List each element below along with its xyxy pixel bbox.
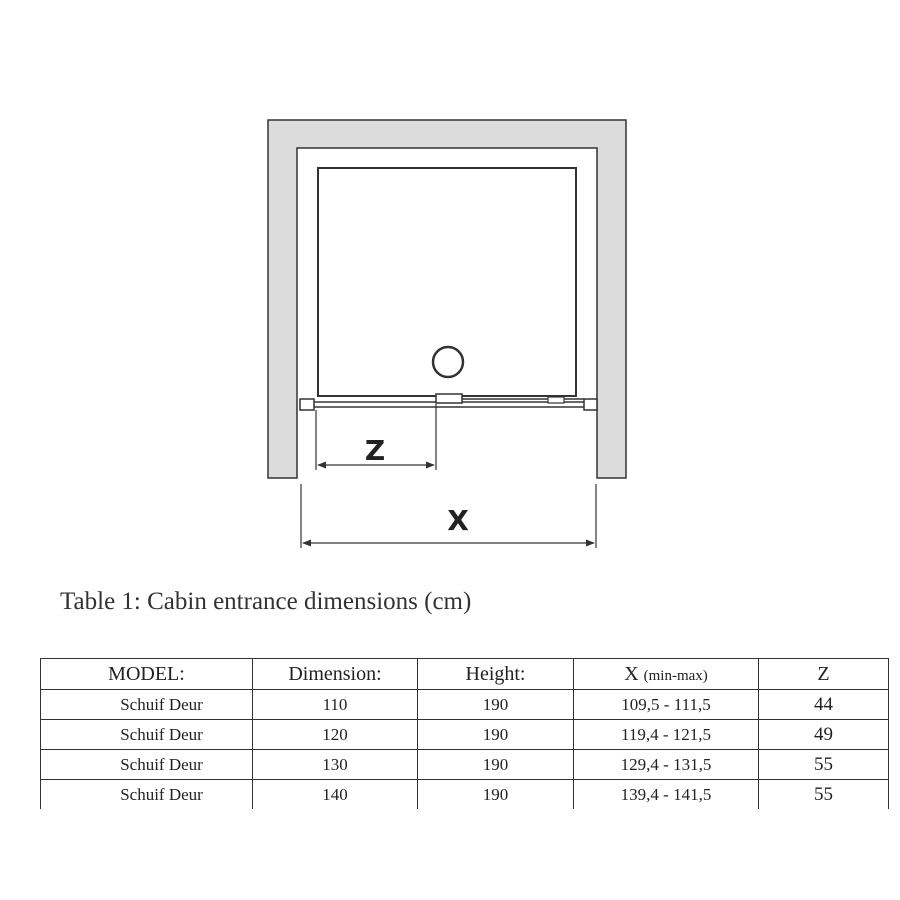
cell-height: 190 [418, 750, 574, 780]
dimension-z-label: Z [364, 434, 386, 467]
header-height: Height: [418, 659, 574, 690]
cell-model: Schuif Deur [41, 750, 253, 780]
header-x-sub: (min-max) [643, 667, 708, 684]
cell-model: Schuif Deur [41, 690, 253, 720]
header-z: Z [759, 659, 889, 690]
cell-model: Schuif Deur [41, 720, 253, 750]
header-x [574, 659, 759, 690]
drain-icon [433, 347, 463, 377]
table-row [41, 690, 889, 720]
cell-dimension: 120 [253, 720, 418, 750]
table-header-row [41, 659, 889, 690]
cell-model: Schuif Deur [41, 780, 253, 810]
table-row [41, 780, 889, 810]
header-dimension: Dimension: [253, 659, 418, 690]
cell-height: 190 [418, 720, 574, 750]
cell-x-range: 139,4 - 141,5 [574, 780, 759, 810]
table-caption: Table 1: Cabin entrance dimensions (cm) [60, 588, 472, 615]
dimensions-table [40, 658, 889, 809]
cell-z: 55 [759, 750, 889, 780]
table-row [41, 720, 889, 750]
cell-dimension: 140 [253, 780, 418, 810]
cell-height: 190 [418, 780, 574, 810]
cell-height: 190 [418, 690, 574, 720]
cell-z: 44 [759, 690, 889, 720]
dimension-x-label: X [447, 504, 469, 537]
header-model: MODEL: [41, 659, 253, 690]
cell-x-range: 119,4 - 121,5 [574, 720, 759, 750]
cell-z: 55 [759, 780, 889, 810]
cell-dimension: 110 [253, 690, 418, 720]
cell-z: 49 [759, 720, 889, 750]
table-row [41, 750, 889, 780]
cell-x-range: 129,4 - 131,5 [574, 750, 759, 780]
cell-dimension: 130 [253, 750, 418, 780]
cell-x-range: 109,5 - 111,5 [574, 690, 759, 720]
header-x-main: X [624, 662, 639, 685]
